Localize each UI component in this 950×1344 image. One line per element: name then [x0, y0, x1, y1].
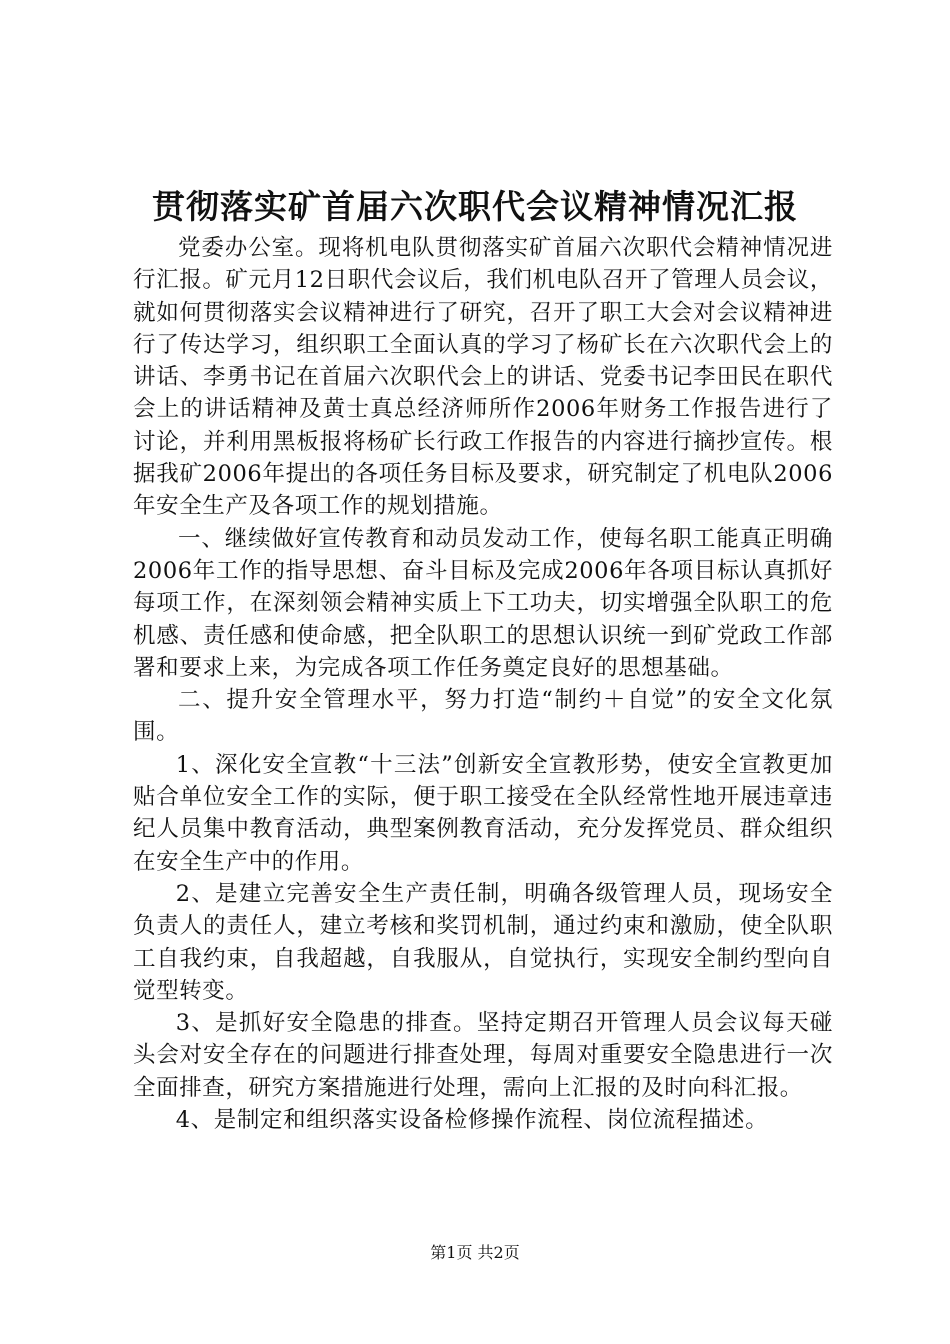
paragraph-intro: 党委办公室。现将机电队贯彻落实矿首届六次职代会精神情况进行汇报。矿元月12日职代会议后，我们机电队召开了管理人员会议，就如何贯彻落实会议精神进行了研究，召开了职工大会对会议精神进行了传达学习，组织职工全面认真的学习了杨矿长在六次职代会上的讲话、李勇书记在首届六次职代会上的讲话、党委书记李田民在职代会上的讲话精神及黄士真总经济师所作2006年财务工作报告进行了讨论，并利用黑板报将杨矿长行政工作报告的内容进行摘抄宣传。根据我矿2006年提出的各项任务目标及要求，研究制定了机电队2006年安全生产及各项工作的规划措施。: [133, 235, 833, 520]
paragraph-section-2: 二、提升安全管理水平，努力打造“制约＋自觉”的安全文化氛围。: [133, 687, 833, 746]
paragraph-item-2: 2、是建立完善安全生产责任制，明确各级管理人员，现场安全负责人的责任人，建立考核和奖罚机制，通过约束和激励，使全队职工自我约束，自我超越，自我服从，自觉执行，实现安全制约型向自觉型转变。: [133, 880, 833, 1004]
paragraph-item-3: 3、是抓好安全隐患的排查。坚持定期召开管理人员会议每天碰头会对安全存在的问题进行排查处理，每周对重要安全隐患进行一次全面排查，研究方案措施进行处理，需向上汇报的及时向科汇报。: [133, 1010, 833, 1101]
document-title: 贯彻落实矿首届六次职代会议精神情况汇报: [152, 187, 798, 226]
page-number-footer: 第1页 共2页: [430, 1243, 520, 1262]
paragraph-section-1: 一、继续做好宣传教育和动员发动工作，使每名职工能真正明确2006年工作的指导思想、奋斗目标及完成2006年各项目标认真抓好每项工作，在深刻领会精神实质上下工功夫，切实增强全队职工的危机感、责任感和使命感，把全队职工的思想认识统一到矿党政工作部署和要求上来，为完成各项工作任务奠定良好的思想基础。: [133, 525, 833, 681]
paragraph-item-1: 1、深化安全宣教“十三法”创新安全宣教形势，使安全宣教更加贴合单位安全工作的实际，便于职工接受在全队经常性地开展违章违纪人员集中教育活动，典型案例教育活动，充分发挥党员、群众组织在安全生产中的作用。: [133, 751, 833, 875]
document-body: [133, 232, 833, 1136]
paragraph-item-4: 4、是制定和组织落实设备检修操作流程、岗位流程描述。: [175, 1107, 769, 1134]
